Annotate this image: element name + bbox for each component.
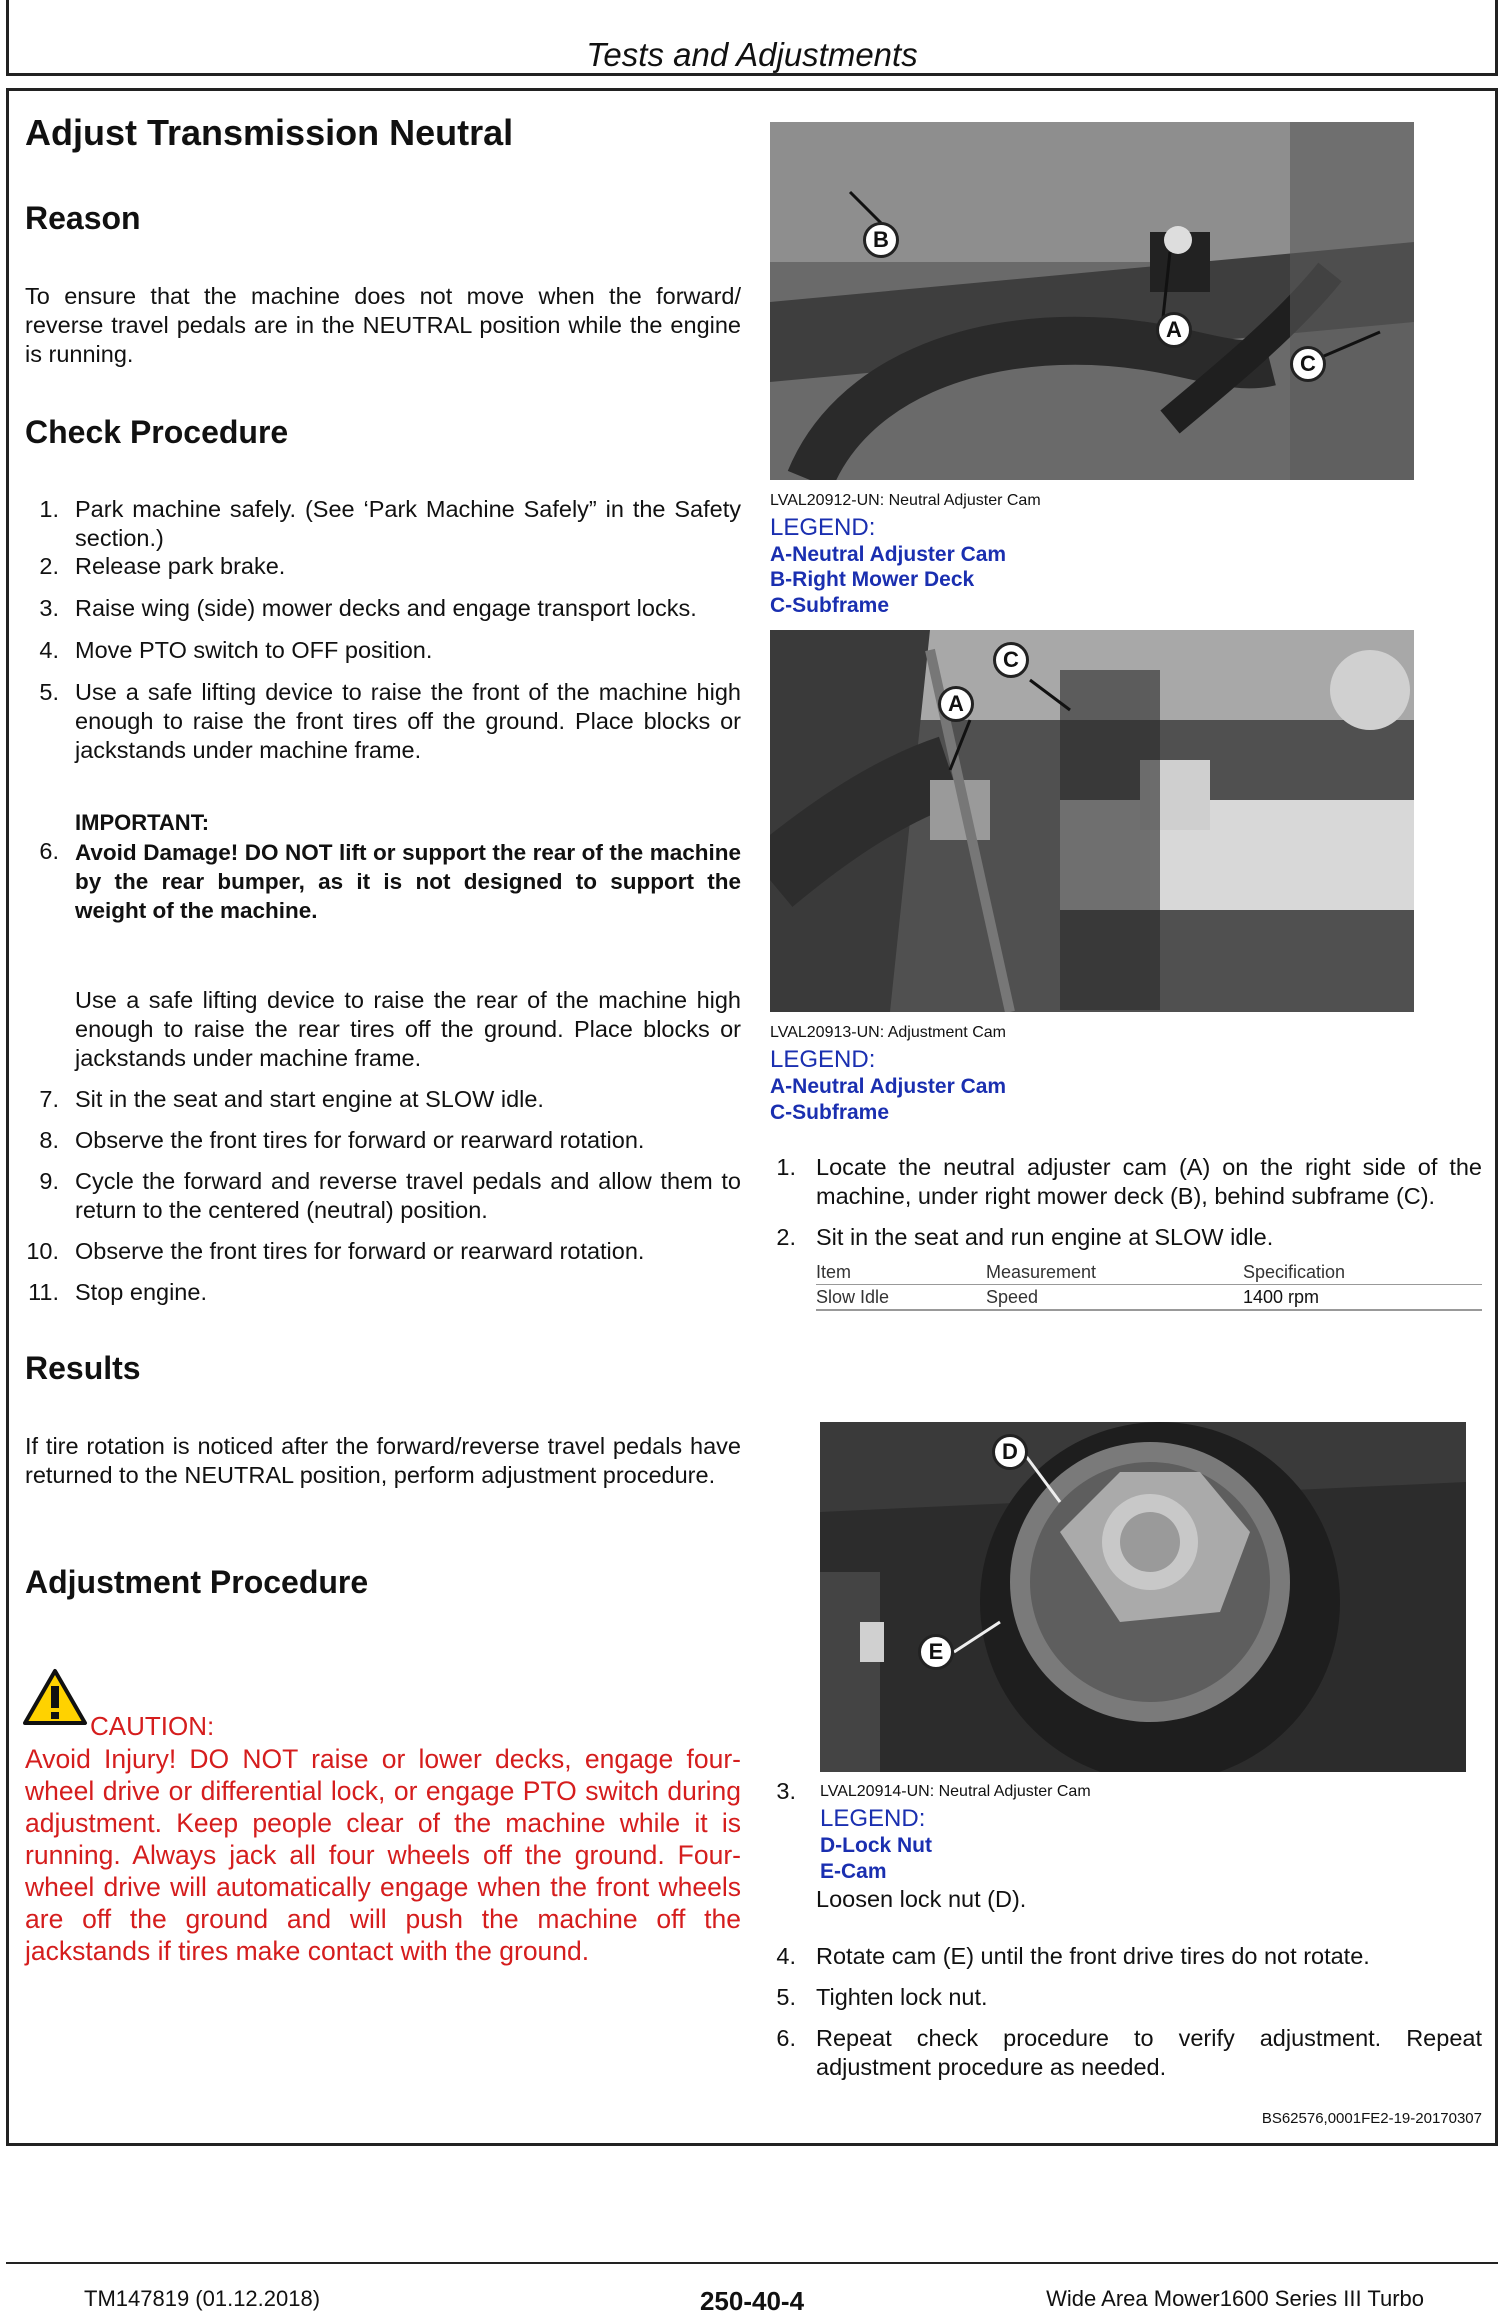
figure-3-caption: LVAL20914-UN: Neutral Adjuster Cam	[820, 1783, 1091, 1800]
spec-cell: Slow Idle	[816, 1287, 890, 1307]
list-item: 6. Repeat check procedure to verify adjustment. Repeat adjustment procedure as needed.	[776, 2025, 1482, 2080]
reason-text: To ensure that the machine does not move when the forward/ reverse travel pedals are in the NEUTRAL position while the engine is running.	[25, 283, 741, 367]
important-label: IMPORTANT:	[75, 810, 210, 835]
list-item: 1. Park machine safely. (See ‘Park Machine Safely” in the Safety section.)	[39, 496, 741, 551]
figure-1-legend-item: B-Right Mower Deck	[770, 568, 975, 591]
check-steps-list	[39, 495, 741, 765]
right-steps-list-2	[776, 1942, 1482, 2082]
spec-header-measurement: Measurement	[986, 1262, 1097, 1282]
figure-1-legend-label: LEGEND:	[770, 514, 876, 541]
figure-1-caption: LVAL20912-UN: Neutral Adjuster Cam	[770, 492, 1041, 509]
list-item: 5. Tighten lock nut.	[776, 1984, 988, 2010]
callout-a: A	[938, 686, 974, 722]
list-item: 4. Move PTO switch to OFF position.	[39, 637, 433, 663]
document-id: BS62576,0001FE2-19-20170307	[1261, 2110, 1482, 2127]
figure-1-legend-item: A-Neutral Adjuster Cam	[770, 543, 1007, 566]
spec-header-item: Item	[816, 1262, 852, 1282]
header-title: Tests and Adjustments	[586, 36, 918, 73]
figure-1-legend-item: C-Subframe	[770, 594, 890, 617]
list-item: 9. Cycle the forward and reverse travel pedals and allow them to return to the centered (neutral) position.	[39, 1168, 741, 1223]
figure-2-legend-item: A-Neutral Adjuster Cam	[770, 1075, 1007, 1098]
results-heading: Results	[25, 1350, 141, 1386]
warning-triangle-icon	[22, 1668, 88, 1726]
spec-header-specification: Specification	[1243, 1262, 1346, 1282]
adjust-heading: Adjustment Procedure	[25, 1564, 369, 1600]
spec-cell: Speed	[986, 1287, 1039, 1307]
caution-label: CAUTION:	[90, 1711, 215, 1741]
figure-2-photo	[770, 630, 1414, 1012]
footer-product: Wide Area Mower1600 Series III Turbo	[1046, 2286, 1424, 2311]
list-item: 5. Use a safe lifting device to raise the front of the machine high enough to raise the front tires off the ground. Place blocks or jackstands under machine frame.	[39, 679, 741, 763]
figure-3-legend-item: D-Lock Nut	[820, 1834, 932, 1857]
figure-1-photo	[770, 122, 1414, 480]
list-item: 8. Observe the front tires for forward or rearward rotation.	[39, 1127, 645, 1153]
step3-number: 3.	[776, 1778, 796, 1804]
step6-text: Use a safe lifting device to raise the rear of the machine high enough to raise the rear tires off the ground. Place blocks or jackstands under machine frame.	[75, 987, 741, 1071]
figure-2-caption: LVAL20913-UN: Adjustment Cam	[770, 1024, 1006, 1041]
figure-2-legend-item: C-Subframe	[770, 1101, 890, 1124]
list-item: 10. Observe the front tires for forward or rearward rotation.	[26, 1238, 645, 1264]
spec-cell: 1400 rpm	[1243, 1287, 1320, 1307]
callout-d: D	[992, 1434, 1028, 1470]
callout-c: C	[993, 642, 1029, 678]
important-text: Avoid Damage! DO NOT lift or support the rear of the machine by the rear bumper, as it is not designed to support the weight of the machine.	[75, 840, 741, 923]
reason-heading: Reason	[25, 200, 141, 236]
list-item: 3. Raise wing (side) mower decks and engage transport locks.	[39, 595, 697, 621]
callout-a: A	[1156, 312, 1192, 348]
list-item: 4. Rotate cam (E) until the front drive tires do not rotate.	[776, 1943, 1370, 1969]
list-item: 7. Sit in the seat and start engine at SLOW idle.	[39, 1086, 544, 1112]
callout-b: B	[863, 222, 899, 258]
figure-3-legend-item: E-Cam	[820, 1860, 887, 1883]
list-item: 1. Locate the neutral adjuster cam (A) on the right side of the machine, under right mower deck (B), behind subframe (C).	[776, 1154, 1482, 1209]
footer-manual-id: TM147819 (01.12.2018)	[84, 2286, 321, 2311]
figure-2-legend-label: LEGEND:	[770, 1046, 876, 1073]
step6-number: 6.	[39, 838, 59, 864]
caution-text: Avoid Injury! DO NOT raise or lower decks, engage four-wheel drive or differential lock, or engage PTO switch during adjustment. Keep people clear of the machine while it is running. Always jack all four wheels off the ground. Four-wheel drive will automatically engage when the front wheels are off the ground and will push the machine off the jackstands if tires make contact with the ground.	[25, 1744, 741, 1966]
check-steps-list-2	[26, 1085, 741, 1307]
results-text: If tire rotation is noticed after the forward/reverse travel pedals have returned to the NEUTRAL position, perform adjustment procedure.	[25, 1433, 741, 1488]
callout-e: E	[918, 1634, 954, 1670]
page-title: Adjust Transmission Neutral	[25, 112, 514, 153]
right-steps-list	[776, 1153, 1482, 1252]
figure-3-legend-label: LEGEND:	[820, 1805, 926, 1832]
callout-c: C	[1290, 346, 1326, 382]
list-item: 2. Release park brake.	[39, 553, 286, 579]
list-item: 11. Stop engine.	[28, 1279, 207, 1305]
step3-text: Loosen lock nut (D).	[816, 1886, 1027, 1912]
footer-rule	[6, 2262, 1498, 2264]
footer-page-number: 250-40-4	[699, 2286, 805, 2316]
list-item: 2. Sit in the seat and run engine at SLOW idle.	[776, 1224, 1274, 1250]
spec-table	[816, 1262, 1482, 1312]
check-heading: Check Procedure	[25, 414, 289, 450]
figure-3-photo	[820, 1422, 1466, 1772]
